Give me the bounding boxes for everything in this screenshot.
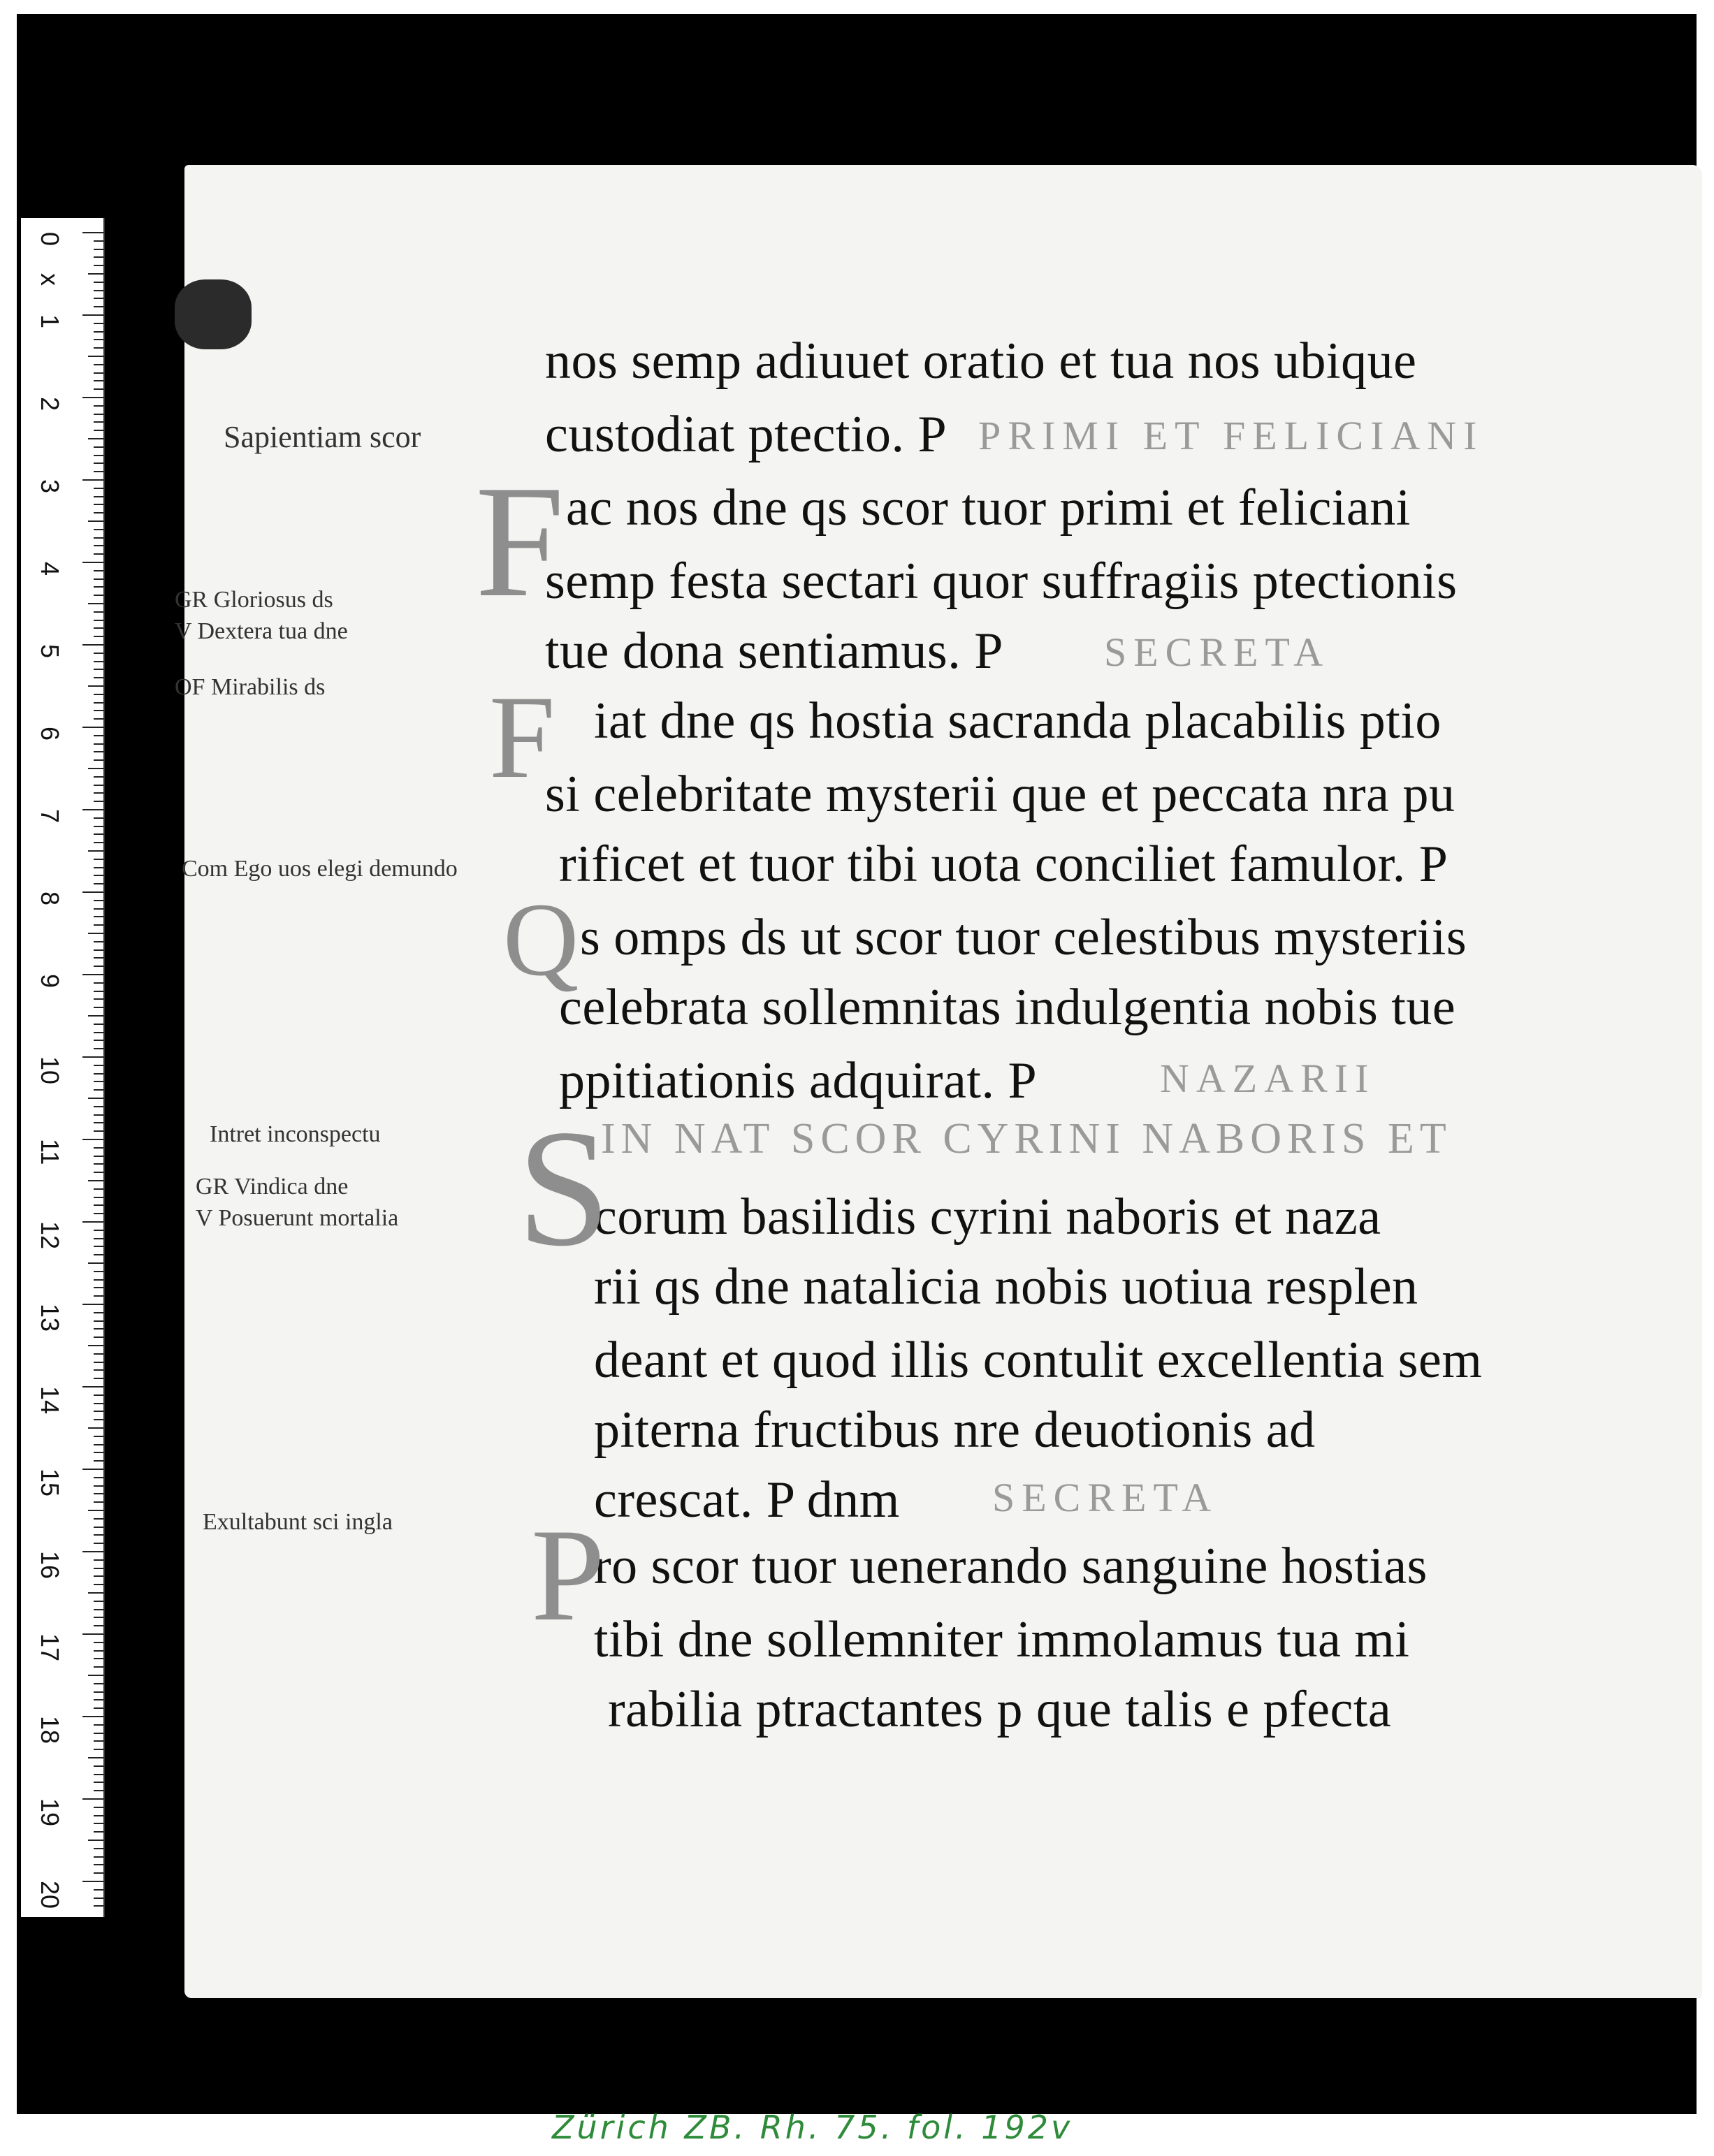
text-line: corum basilidis cyrini naboris et naza xyxy=(594,1188,1381,1246)
ruler-tick xyxy=(94,1279,103,1281)
ruler-tick xyxy=(94,1568,103,1569)
ruler-tick xyxy=(94,991,103,992)
ruler-tick xyxy=(94,1864,103,1865)
ruler-tick xyxy=(94,282,103,283)
text-line: deant et quod illis contulit excellentia sem xyxy=(594,1332,1483,1389)
ruler-tick xyxy=(94,1122,103,1123)
ruler-tick xyxy=(94,1230,103,1231)
ruler-tick xyxy=(94,1691,103,1693)
text-line: semp festa sectari quor suffragiis ptectionis xyxy=(545,553,1458,610)
ruler-tick xyxy=(94,1848,103,1849)
ruler-tick xyxy=(94,1575,103,1577)
text-line: iat dne qs hostia sacranda placabilis ptio xyxy=(594,692,1441,750)
ruler-tick xyxy=(88,685,103,687)
ruler-tick xyxy=(94,1543,103,1544)
ruler-label: 16 xyxy=(36,1551,64,1580)
ruler-tick xyxy=(94,1436,103,1437)
ruler-tick xyxy=(94,1106,103,1107)
ruler-tick xyxy=(88,1510,103,1511)
ruler-tick xyxy=(94,1650,103,1652)
rubric-heading: PRIMI ET FELICIANI xyxy=(978,413,1484,458)
ruler-label: 13 xyxy=(36,1304,64,1332)
ruler-tick xyxy=(82,1716,103,1717)
ruler-tick xyxy=(82,644,103,646)
ruler-tick xyxy=(94,1246,103,1247)
text-line: ac nos dne qs scor tuor primi et feliciani xyxy=(566,479,1411,537)
ruler-label: 10 xyxy=(36,1056,64,1085)
initial-letter: P xyxy=(531,1502,605,1649)
ruler-label: 12 xyxy=(36,1221,64,1250)
ruler-tick xyxy=(94,743,103,745)
ruler-tick xyxy=(94,702,103,704)
ruler-tick xyxy=(94,388,103,390)
text-line: si celebritate mysterii que et peccata nra pu xyxy=(545,766,1455,823)
measurement-ruler xyxy=(21,218,105,1917)
ruler-tick xyxy=(82,1056,103,1058)
ruler-tick xyxy=(94,1073,103,1075)
ruler-tick xyxy=(94,1295,103,1297)
ruler-tick xyxy=(94,1032,103,1033)
ruler-tick xyxy=(94,1601,103,1602)
ruler-tick xyxy=(94,1609,103,1610)
ruler-label: 7 xyxy=(36,809,64,824)
ruler-tick xyxy=(94,957,103,959)
ruler-tick xyxy=(82,1304,103,1305)
ruler-label: 4 xyxy=(36,562,64,576)
ruler-tick xyxy=(94,1320,103,1322)
rubric-heading: IN NAT SCOR CYRINI NABORIS ET xyxy=(601,1115,1452,1163)
ruler-tick xyxy=(94,1130,103,1132)
ruler-tick xyxy=(94,364,103,365)
ruler-tick xyxy=(94,966,103,967)
text-line: celebrata sollemnitas indulgentia nobis tue xyxy=(559,979,1456,1036)
ruler-tick xyxy=(94,372,103,374)
ruler-tick xyxy=(94,1065,103,1066)
ruler-tick xyxy=(82,314,103,316)
ruler-tick xyxy=(94,1749,103,1750)
margin-note: Com Ego uos elegi demundo xyxy=(182,856,458,882)
ruler-tick xyxy=(88,1345,103,1346)
margin-note: Sapientiam scor xyxy=(224,420,421,454)
ruler-tick xyxy=(94,1114,103,1116)
text-line: tue dona sentiamus. P xyxy=(545,622,1003,680)
initial-letter: S xyxy=(517,1095,611,1281)
ruler-tick xyxy=(94,677,103,678)
ruler-tick xyxy=(82,479,103,481)
ruler-tick xyxy=(94,883,103,884)
ruler-tick xyxy=(94,504,103,505)
ruler-tick xyxy=(94,1889,103,1891)
ruler-tick xyxy=(94,1312,103,1313)
ruler-tick xyxy=(94,496,103,497)
ruler-tick xyxy=(94,1048,103,1049)
ruler-tick xyxy=(94,529,103,530)
ruler-tick xyxy=(94,833,103,835)
ruler-label: 8 xyxy=(36,891,64,906)
ruler-tick xyxy=(94,339,103,340)
ruler-label: 11 xyxy=(36,1139,64,1165)
ruler-tick xyxy=(88,438,103,439)
ruler-tick xyxy=(82,1881,103,1882)
ruler-tick xyxy=(94,306,103,307)
ruler-tick xyxy=(94,817,103,819)
ruler-tick xyxy=(94,801,103,802)
ruler-tick xyxy=(94,545,103,546)
ruler-label: 18 xyxy=(36,1716,64,1745)
ruler-tick xyxy=(88,1180,103,1181)
margin-note: GR Gloriosus ds xyxy=(175,587,333,613)
ruler-tick xyxy=(94,240,103,242)
ruler-tick xyxy=(94,669,103,670)
ruler-tick xyxy=(94,553,103,555)
ruler-tick xyxy=(94,1394,103,1396)
ruler-tick xyxy=(94,323,103,324)
ruler-tick xyxy=(94,1518,103,1520)
rubric-heading: SECRETA xyxy=(1104,629,1330,675)
ruler-tick xyxy=(88,1427,103,1429)
ruler-tick xyxy=(88,356,103,357)
ruler-tick xyxy=(88,603,103,604)
ruler-tick xyxy=(94,1336,103,1338)
ruler-tick xyxy=(94,627,103,629)
ruler-tick xyxy=(94,1040,103,1041)
ruler-tick xyxy=(94,1699,103,1700)
margin-note: V Posuerunt mortalia xyxy=(196,1205,399,1231)
ruler-tick xyxy=(82,1139,103,1140)
ruler-tick xyxy=(82,1469,103,1470)
ruler-tick xyxy=(94,1501,103,1503)
ruler-tick xyxy=(94,347,103,349)
ruler-tick xyxy=(94,471,103,472)
ruler-tick xyxy=(88,1675,103,1676)
ruler-tick xyxy=(94,1642,103,1643)
ruler-tick xyxy=(82,1551,103,1552)
ruler-tick xyxy=(94,1353,103,1355)
text-line: custodiat ptectio. P xyxy=(545,406,947,463)
ruler-tick xyxy=(94,537,103,539)
ruler-tick xyxy=(94,661,103,662)
ruler-tick xyxy=(88,768,103,769)
ruler-tick xyxy=(94,908,103,910)
ruler-tick xyxy=(82,1798,103,1800)
ruler-tick xyxy=(94,455,103,456)
ruler-tick xyxy=(88,1592,103,1594)
ruler-tick xyxy=(94,380,103,381)
ruler-tick xyxy=(94,512,103,513)
ruler-label: 17 xyxy=(36,1633,64,1662)
ruler-tick xyxy=(88,1757,103,1758)
ruler-tick xyxy=(94,1765,103,1767)
ruler-tick xyxy=(94,718,103,720)
ruler-label: 20 xyxy=(36,1881,64,1909)
margin-note: Exultabunt sci ingla xyxy=(203,1509,393,1535)
ruler-tick xyxy=(94,949,103,951)
ruler-tick xyxy=(94,1188,103,1190)
ruler-tick xyxy=(94,570,103,571)
ruler-tick xyxy=(94,1156,103,1157)
ruler-tick xyxy=(94,1774,103,1775)
ruler-tick xyxy=(94,1081,103,1082)
ruler-tick xyxy=(94,1872,103,1874)
ruler-tick xyxy=(94,759,103,761)
ruler-tick xyxy=(88,1262,103,1264)
text-line: rii qs dne natalicia nobis uotiua resplen xyxy=(594,1258,1418,1316)
ruler-tick xyxy=(94,578,103,580)
ruler-tick xyxy=(82,562,103,563)
ruler-tick xyxy=(94,941,103,942)
ruler-tick xyxy=(94,1559,103,1561)
ruler-tick xyxy=(94,1534,103,1536)
ruler-tick xyxy=(94,1733,103,1734)
ruler-tick xyxy=(88,1840,103,1841)
ruler-tick xyxy=(94,1362,103,1363)
ruler-tick xyxy=(94,867,103,868)
ruler-tick xyxy=(94,1898,103,1899)
ruler-tick xyxy=(94,1460,103,1462)
text-line: piterna fructibus nre deuotionis ad xyxy=(594,1401,1316,1459)
ruler-tick xyxy=(94,842,103,843)
ruler-tick xyxy=(94,1172,103,1173)
ruler-tick xyxy=(94,982,103,984)
ruler-tick xyxy=(94,290,103,291)
margin-note: Intret inconspectu xyxy=(210,1121,381,1147)
ruler-tick xyxy=(94,1403,103,1404)
ruler-tick xyxy=(94,1493,103,1494)
ruler-tick xyxy=(94,488,103,489)
ruler-tick xyxy=(94,1658,103,1659)
ruler-tick xyxy=(82,1386,103,1387)
ruler-tick xyxy=(94,1905,103,1907)
ruler-tick xyxy=(94,430,103,431)
ruler-label: 2 xyxy=(36,397,64,411)
ruler-tick xyxy=(94,859,103,860)
ruler-tick xyxy=(94,1419,103,1420)
ruler-tick xyxy=(94,875,103,876)
ruler-tick xyxy=(94,1452,103,1453)
ruler-tick xyxy=(94,331,103,333)
ruler-tick xyxy=(94,1831,103,1833)
ruler-tick xyxy=(94,1815,103,1816)
ruler-tick xyxy=(94,249,103,250)
ruler-tick xyxy=(82,809,103,810)
ruler-label: 9 xyxy=(36,974,64,989)
ruler-tick xyxy=(94,1683,103,1684)
margin-note: OF Mirabilis ds xyxy=(175,674,326,700)
ruler-label: 14 xyxy=(36,1386,64,1415)
ruler-tick xyxy=(94,1287,103,1288)
page-smudge xyxy=(175,279,252,349)
ruler-tick xyxy=(94,256,103,258)
ruler-tick xyxy=(88,1098,103,1099)
rubric-heading: NAZARII xyxy=(1160,1056,1376,1101)
initial-letter: F xyxy=(489,671,555,803)
ruler-tick xyxy=(94,446,103,448)
text-line: tibi dne sollemniter immolamus tua mi xyxy=(594,1611,1410,1668)
ruler-tick xyxy=(94,1584,103,1585)
ruler-tick xyxy=(94,1007,103,1008)
ruler-tick xyxy=(94,751,103,752)
text-line: ppitiationis adquirat. P xyxy=(559,1052,1038,1109)
ruler-tick xyxy=(94,421,103,423)
ruler-scale-mark: x xyxy=(36,273,64,286)
ruler-tick xyxy=(94,1527,103,1528)
ruler-tick xyxy=(82,891,103,893)
ruler-tick xyxy=(94,620,103,621)
ruler-tick xyxy=(94,1024,103,1025)
ruler-tick xyxy=(94,1666,103,1668)
ruler-tick xyxy=(88,933,103,934)
ruler-tick xyxy=(94,586,103,588)
ruler-tick xyxy=(88,520,103,522)
ruler-tick xyxy=(94,1444,103,1445)
rubric-heading: SECRETA xyxy=(992,1475,1219,1520)
ruler-tick xyxy=(82,727,103,728)
ruler-tick xyxy=(94,924,103,926)
ruler-tick xyxy=(94,405,103,407)
ruler-tick xyxy=(94,1477,103,1478)
ruler-tick xyxy=(82,1221,103,1223)
ruler-tick xyxy=(94,792,103,794)
ruler-tick xyxy=(94,1411,103,1412)
ruler-label: 0 xyxy=(36,232,64,247)
ruler-tick xyxy=(94,1625,103,1626)
text-line: rabilia ptractantes p que talis e pfecta xyxy=(608,1681,1392,1738)
ruler-label: 19 xyxy=(36,1798,64,1827)
ruler-tick xyxy=(88,1015,103,1017)
ruler-label: 15 xyxy=(36,1469,64,1497)
ruler-tick xyxy=(94,1790,103,1791)
ruler-tick xyxy=(94,735,103,736)
text-line: nos semp adiuuet oratio et tua nos ubique xyxy=(545,333,1417,390)
ruler-tick xyxy=(94,1197,103,1198)
ruler-tick xyxy=(94,1089,103,1091)
ruler-label: 3 xyxy=(36,479,64,494)
ruler-tick xyxy=(94,785,103,786)
ruler-tick xyxy=(94,611,103,613)
ruler-tick xyxy=(94,298,103,299)
ruler-tick xyxy=(94,710,103,711)
ruler-tick xyxy=(94,1328,103,1330)
ruler-tick xyxy=(94,776,103,778)
text-line: crescat. P dnm xyxy=(594,1471,900,1529)
catalog-caption: Zürich ZB. Rh. 75. fol. 192v xyxy=(552,2108,1073,2146)
ruler-tick xyxy=(88,850,103,852)
margin-note: GR Vindica dne xyxy=(196,1174,349,1200)
ruler-tick xyxy=(94,1856,103,1858)
ruler-tick xyxy=(94,1271,103,1272)
text-line: ro scor tuor uenerando sanguine hostias xyxy=(594,1538,1428,1595)
ruler-tick xyxy=(94,694,103,695)
ruler-tick xyxy=(88,273,103,275)
ruler-label: 5 xyxy=(36,644,64,659)
ruler-tick xyxy=(82,397,103,398)
ruler-tick xyxy=(94,462,103,464)
ruler-tick xyxy=(94,1782,103,1783)
ruler-tick xyxy=(94,998,103,1000)
margin-note: V Dextera tua dne xyxy=(175,618,348,644)
ruler-tick xyxy=(94,653,103,654)
ruler-tick xyxy=(94,1254,103,1255)
ruler-tick xyxy=(94,1213,103,1214)
ruler-tick xyxy=(94,1740,103,1742)
ruler-tick xyxy=(82,974,103,975)
initial-letter: Q xyxy=(503,882,579,998)
ruler-tick xyxy=(94,1378,103,1379)
ruler-tick xyxy=(94,1823,103,1824)
ruler-tick xyxy=(94,1238,103,1239)
ruler-tick xyxy=(94,414,103,415)
ruler-tick xyxy=(94,1617,103,1618)
ruler-tick xyxy=(94,595,103,596)
initial-letter: F xyxy=(475,452,565,630)
ruler-tick xyxy=(94,1707,103,1709)
ruler-tick xyxy=(94,1485,103,1487)
ruler-tick xyxy=(94,916,103,917)
ruler-tick xyxy=(94,1369,103,1371)
ruler-label: 6 xyxy=(36,727,64,741)
ruler-tick xyxy=(94,265,103,266)
ruler-tick xyxy=(82,1633,103,1635)
ruler-tick xyxy=(94,636,103,637)
ruler-tick xyxy=(94,1724,103,1726)
ruler-label: 1 xyxy=(36,314,64,329)
text-line: rificet et tuor tibi uota conciliet famulor. P xyxy=(559,836,1448,893)
ruler-tick xyxy=(94,826,103,827)
ruler-tick xyxy=(82,232,103,233)
ruler-tick xyxy=(94,1147,103,1149)
ruler-tick xyxy=(94,1163,103,1165)
ruler-tick xyxy=(94,900,103,901)
ruler-tick xyxy=(94,1204,103,1206)
ruler-tick xyxy=(94,1807,103,1808)
text-line: s omps ds ut scor tuor celestibus mysteriis xyxy=(580,909,1467,966)
